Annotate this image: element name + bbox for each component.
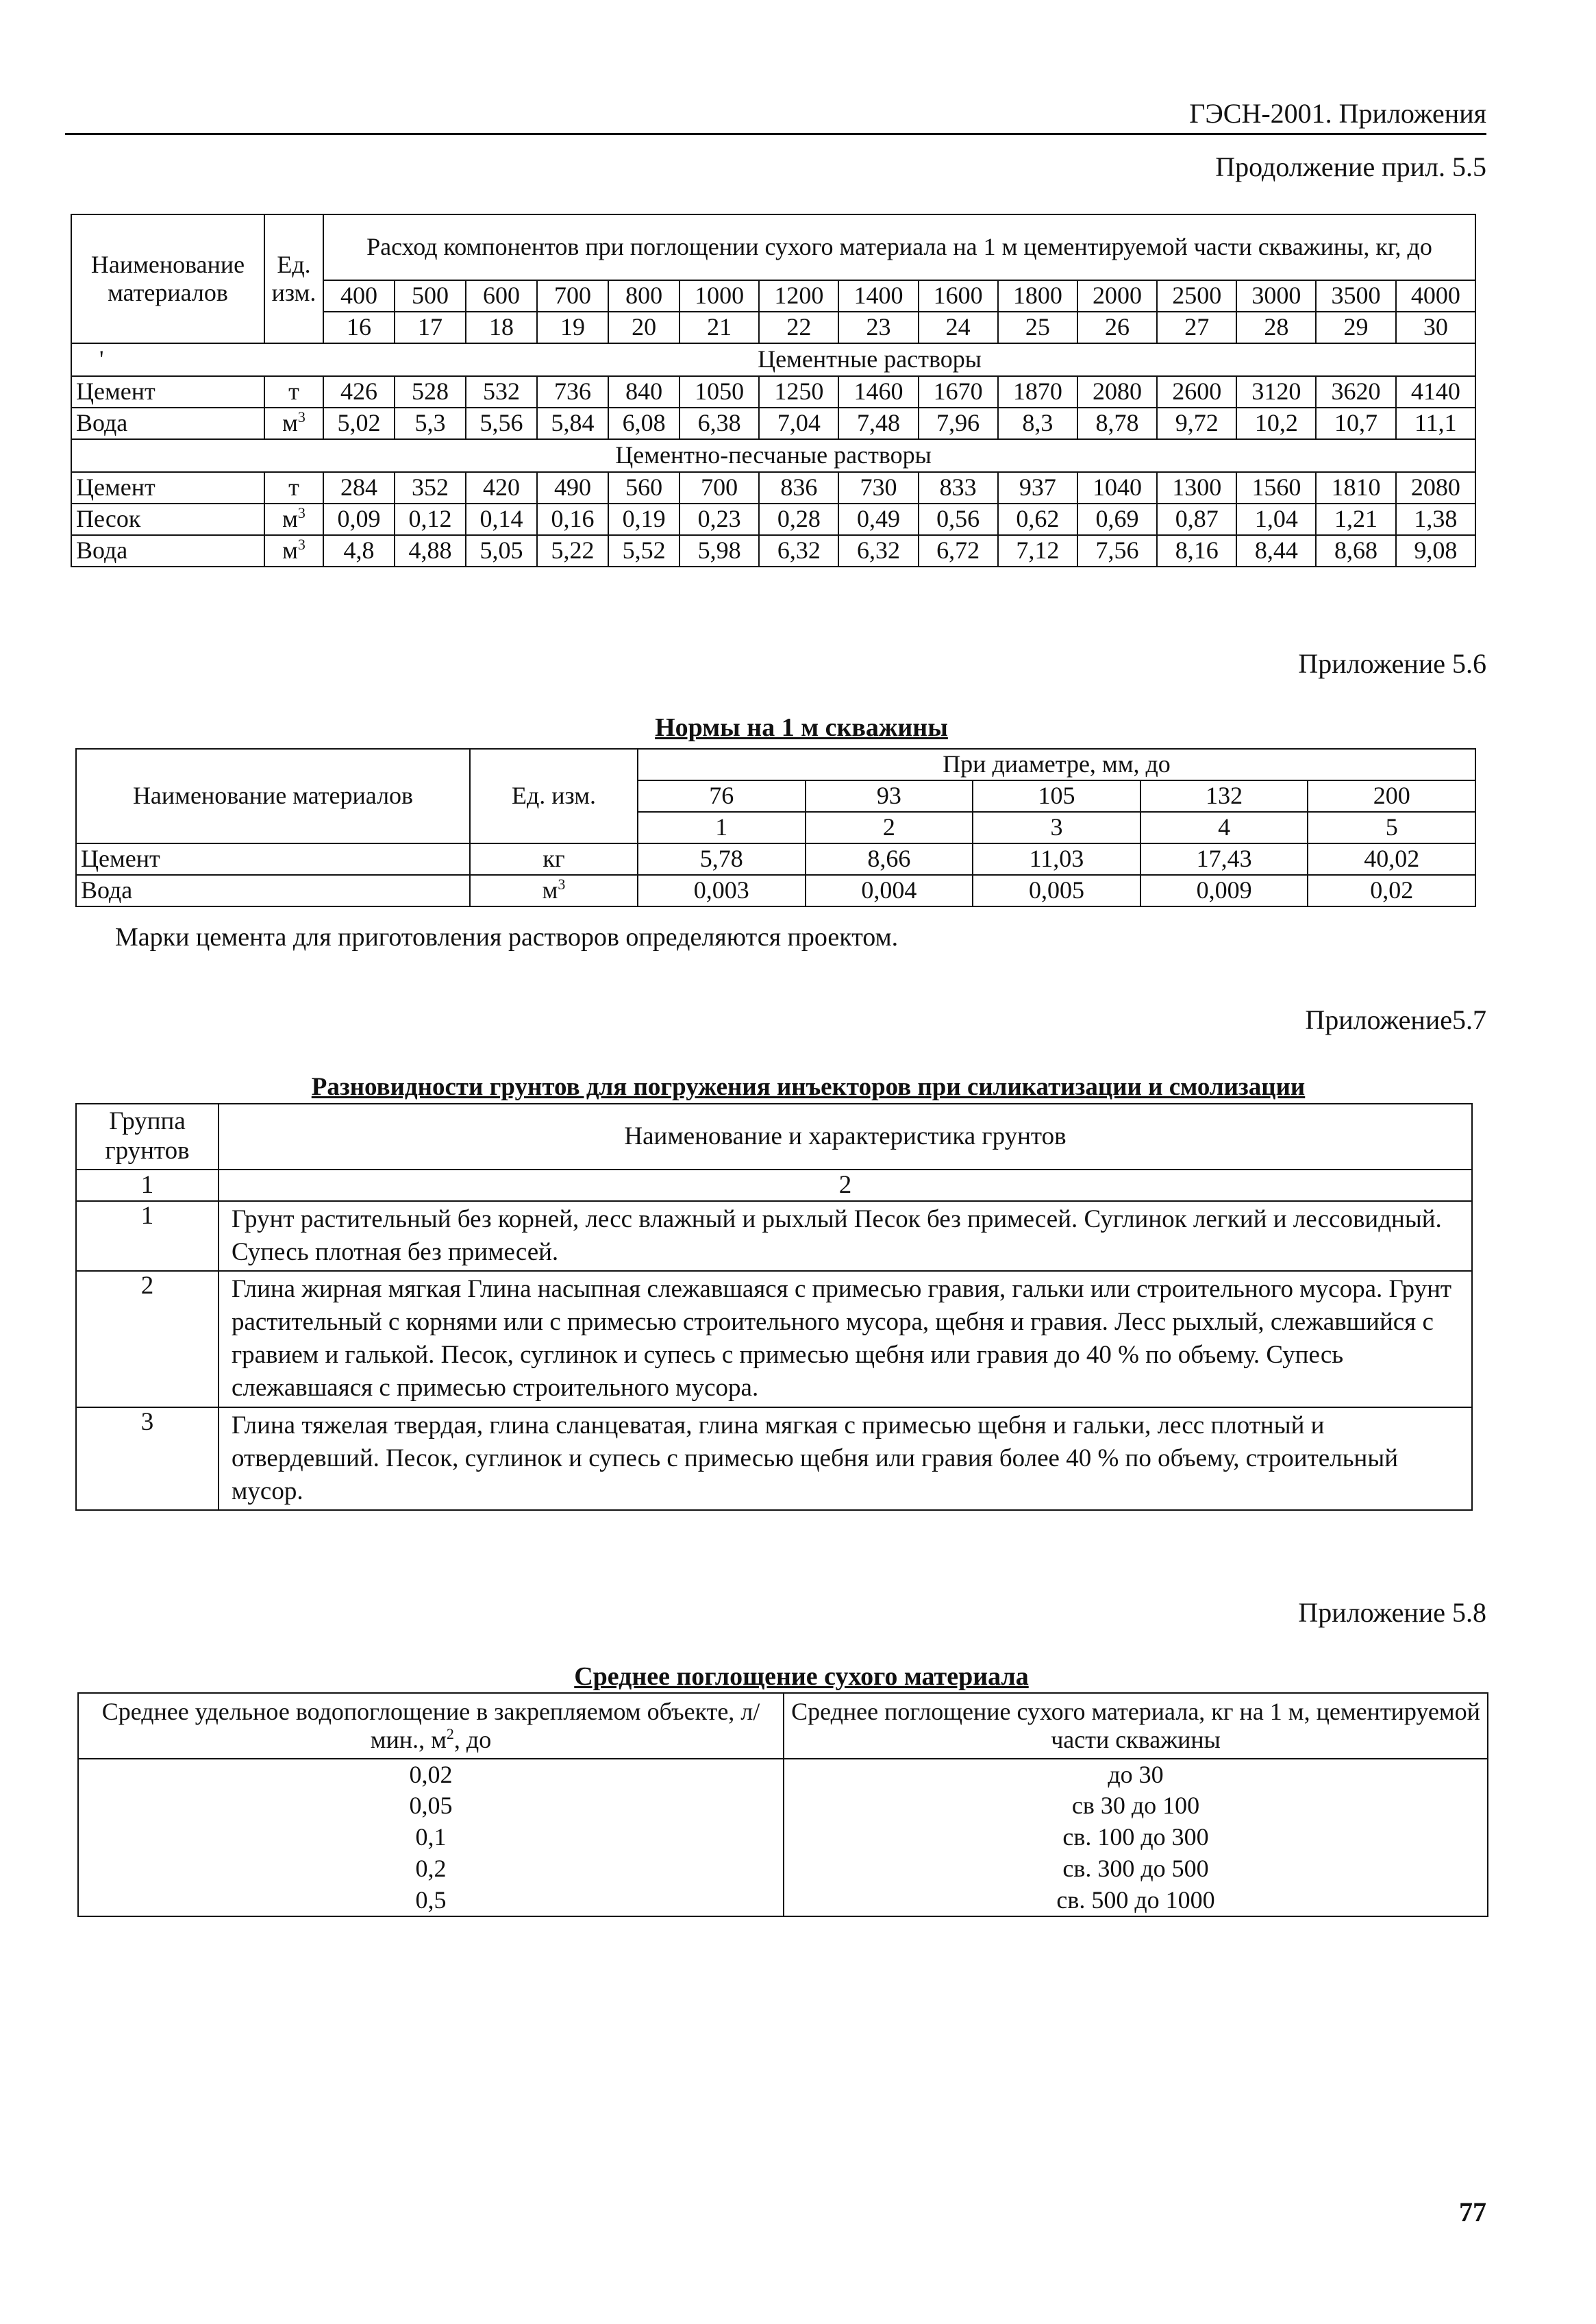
value-cell: 1,38 bbox=[1396, 504, 1475, 535]
unit-cell bbox=[264, 408, 323, 439]
value-cell: 1250 bbox=[759, 376, 838, 408]
unit-superscript: 3 bbox=[297, 504, 306, 522]
table-row bbox=[71, 535, 1475, 567]
table-row bbox=[78, 1853, 1488, 1885]
col-header-dry-absorption: Среднее поглощение сухого материала, кг на 1 м, цементируемой части скважины bbox=[784, 1693, 1488, 1759]
table-body bbox=[76, 1201, 1472, 1510]
table-body bbox=[78, 1759, 1488, 1916]
value-cell: 8,16 bbox=[1157, 535, 1236, 567]
section2-body bbox=[71, 472, 1475, 567]
col-header-superscript: 2 bbox=[446, 1725, 454, 1742]
value-cell: 4,88 bbox=[395, 535, 466, 567]
table-row bbox=[76, 1201, 1472, 1271]
value-cell: 1040 bbox=[1077, 472, 1157, 504]
material-name-cell: Вода bbox=[71, 535, 264, 567]
description-cell: Глина тяжелая твердая, глина сланцеватая, глина мягкая с примесью щебня и гальки, лесс плотный и отвердевший. Песок, суглинок и супесь с примесью щебня или гравия более 40 % по объему, строительный мусор. bbox=[219, 1407, 1472, 1510]
value-cell: 6,38 bbox=[679, 408, 759, 439]
group-cell: 2 bbox=[76, 1271, 219, 1407]
column-number-cell: 20 bbox=[608, 312, 679, 343]
table-appendix-5-8 bbox=[77, 1692, 1488, 1917]
unit-text: т bbox=[288, 378, 299, 406]
appendix-5-8-label: Приложение 5.8 bbox=[1298, 1597, 1486, 1628]
col-header-name: Наименование материалов bbox=[71, 214, 264, 343]
unit-text: м bbox=[282, 536, 298, 565]
value-cell: 0,004 bbox=[806, 875, 973, 906]
column-number-cell: 17 bbox=[395, 312, 466, 343]
col-header-description: Наименование и характеристика грунтов bbox=[219, 1104, 1472, 1170]
dry-absorption-cell: св 30 до 100 bbox=[784, 1790, 1488, 1822]
value-cell: 10,7 bbox=[1316, 408, 1395, 439]
column-number-cell: 2 bbox=[806, 812, 973, 843]
value-cell: 0,49 bbox=[838, 504, 918, 535]
unit-cell bbox=[264, 472, 323, 504]
unit-cell bbox=[470, 875, 638, 906]
value-cell: 5,05 bbox=[466, 535, 537, 567]
description-cell: Глина жирная мягкая Глина насыпная слежавшаяся с примесью гравия, гальки или строительного мусора. Грунт растительный с корнями или с примесью строительного мусора, щебня и гравия. Лесс рыхлый, слежавшийся с гравием и галькой. Песок, суглинок и супесь с примесью щебня или гравия до 40 % по объему. Супесь слежавшаяся с примесью строительного мусора. bbox=[219, 1271, 1472, 1407]
value-cell: 5,02 bbox=[323, 408, 395, 439]
column-number-cell: 16 bbox=[323, 312, 395, 343]
unit-text: м bbox=[282, 409, 298, 437]
value-cell: 1560 bbox=[1236, 472, 1316, 504]
value-cell: 0,09 bbox=[323, 504, 395, 535]
diameter-header-cell: 200 bbox=[1308, 780, 1475, 812]
absorption-header-cell: 1200 bbox=[759, 280, 838, 312]
column-number-cell: 18 bbox=[466, 312, 537, 343]
unit-superscript: 3 bbox=[297, 536, 306, 554]
value-cell: 1,04 bbox=[1236, 504, 1316, 535]
value-cell: 11,03 bbox=[973, 843, 1140, 875]
table-row bbox=[78, 1759, 1488, 1790]
value-cell: 8,3 bbox=[998, 408, 1077, 439]
value-cell: 8,66 bbox=[806, 843, 973, 875]
value-cell: 0,62 bbox=[998, 504, 1077, 535]
absorption-header-cell: 3000 bbox=[1236, 280, 1316, 312]
absorption-header-cell: 700 bbox=[537, 280, 608, 312]
value-cell: 1,21 bbox=[1316, 504, 1395, 535]
value-cell: 4140 bbox=[1396, 376, 1475, 408]
table-row bbox=[76, 1271, 1472, 1407]
value-cell: 736 bbox=[537, 376, 608, 408]
unit-text: кг bbox=[543, 845, 565, 873]
column-number-cell: 28 bbox=[1236, 312, 1316, 343]
diameter-header-cell: 132 bbox=[1140, 780, 1308, 812]
column-number-cell: 19 bbox=[537, 312, 608, 343]
value-cell: 7,56 bbox=[1077, 535, 1157, 567]
value-cell: 0,19 bbox=[608, 504, 679, 535]
value-cell: 5,3 bbox=[395, 408, 466, 439]
dry-absorption-cell: св. 100 до 300 bbox=[784, 1822, 1488, 1853]
value-cell: 8,78 bbox=[1077, 408, 1157, 439]
value-cell: 560 bbox=[608, 472, 679, 504]
absorption-header-cell: 1600 bbox=[919, 280, 998, 312]
appendix-5-8-title: Среднее поглощение сухого материала bbox=[574, 1662, 1029, 1691]
absorption-header-cell: 3500 bbox=[1316, 280, 1395, 312]
value-cell: 833 bbox=[919, 472, 998, 504]
col-header-text-a: Среднее удельное водопоглощение в закрепляемом объекте, л/мин., м bbox=[101, 1697, 760, 1753]
absorption-header-cell: 2000 bbox=[1077, 280, 1157, 312]
value-cell: 0,009 bbox=[1140, 875, 1308, 906]
unit-text: м bbox=[542, 876, 558, 904]
col-header-text-b: , до bbox=[453, 1726, 492, 1753]
appendix-5-6-title: Нормы на 1 м скважины bbox=[655, 713, 948, 742]
value-cell: 11,1 bbox=[1396, 408, 1475, 439]
value-cell: 5,98 bbox=[679, 535, 759, 567]
material-name-cell: Цемент bbox=[71, 472, 264, 504]
appendix-5-7-label: Приложение5.7 bbox=[1305, 1004, 1486, 1035]
group-cell: 1 bbox=[76, 1201, 219, 1271]
col-number-1: 1 bbox=[76, 1170, 219, 1201]
value-cell: 2080 bbox=[1077, 376, 1157, 408]
value-cell: 4,8 bbox=[323, 535, 395, 567]
absorption-header-cell: 4000 bbox=[1396, 280, 1475, 312]
value-cell: 6,08 bbox=[608, 408, 679, 439]
value-cell: 5,56 bbox=[466, 408, 537, 439]
value-cell: 490 bbox=[537, 472, 608, 504]
absorption-header-cell: 800 bbox=[608, 280, 679, 312]
water-absorption-cell: 0,5 bbox=[78, 1885, 784, 1916]
continuation-label: Продолжение прил. 5.5 bbox=[1215, 151, 1486, 182]
value-cell: 532 bbox=[466, 376, 537, 408]
value-cell: 10,2 bbox=[1236, 408, 1316, 439]
value-cell: 730 bbox=[838, 472, 918, 504]
column-number-cell: 26 bbox=[1077, 312, 1157, 343]
water-absorption-cell: 0,02 bbox=[78, 1759, 784, 1790]
cement-grade-note: Марки цемента для приготовления растворов определяются проектом. bbox=[115, 923, 899, 952]
section-cement-sand-mortars: Цементно-песчаные растворы bbox=[71, 439, 1475, 472]
absorption-header-cell: 1000 bbox=[679, 280, 759, 312]
value-cell: 426 bbox=[323, 376, 395, 408]
value-cell: 700 bbox=[679, 472, 759, 504]
table-row bbox=[71, 376, 1475, 408]
value-cell: 1870 bbox=[998, 376, 1077, 408]
table-appendix-5-6 bbox=[75, 748, 1476, 907]
value-cell: 7,12 bbox=[998, 535, 1077, 567]
col-header-name: Наименование материалов bbox=[76, 749, 470, 843]
value-cell: 9,72 bbox=[1157, 408, 1236, 439]
column-number-cell: 29 bbox=[1316, 312, 1395, 343]
value-cell: 40,02 bbox=[1308, 843, 1475, 875]
value-cell: 2600 bbox=[1157, 376, 1236, 408]
diameter-header-cell: 93 bbox=[806, 780, 973, 812]
value-cell: 284 bbox=[323, 472, 395, 504]
col-header-unit: Ед. изм. bbox=[470, 749, 638, 843]
table-row bbox=[78, 1885, 1488, 1916]
column-number-cell: 27 bbox=[1157, 312, 1236, 343]
col-number-2: 2 bbox=[219, 1170, 1472, 1201]
value-cell: 0,69 bbox=[1077, 504, 1157, 535]
table-appendix-5-5 bbox=[71, 214, 1476, 567]
column-number-cell: 23 bbox=[838, 312, 918, 343]
diameter-header-cell: 76 bbox=[638, 780, 806, 812]
value-cell: 2080 bbox=[1396, 472, 1475, 504]
unit-cell bbox=[264, 376, 323, 408]
value-cell: 5,52 bbox=[608, 535, 679, 567]
absorption-header-cell: 2500 bbox=[1157, 280, 1236, 312]
appendix-5-7-title: Разновидности грунтов для погружения инъекторов при силикатизации и смолизации bbox=[311, 1073, 1306, 1101]
column-number-cell: 22 bbox=[759, 312, 838, 343]
page-number: 77 bbox=[1459, 2197, 1486, 2227]
col-header-diameter: При диаметре, мм, до bbox=[638, 749, 1475, 780]
unit-text: м bbox=[282, 505, 298, 533]
section-cement-mortars: Цементные растворы bbox=[264, 343, 1475, 376]
value-cell: 0,56 bbox=[919, 504, 998, 535]
table-row bbox=[71, 408, 1475, 439]
value-cell: 0,003 bbox=[638, 875, 806, 906]
absorption-header-cell: 500 bbox=[395, 280, 466, 312]
unit-superscript: 3 bbox=[558, 876, 566, 893]
material-name-cell: Песок bbox=[71, 504, 264, 535]
value-cell: 7,96 bbox=[919, 408, 998, 439]
value-cell: 6,72 bbox=[919, 535, 998, 567]
value-cell: 420 bbox=[466, 472, 537, 504]
value-cell: 5,22 bbox=[537, 535, 608, 567]
col-header-water-absorption bbox=[78, 1693, 784, 1759]
table-row bbox=[71, 472, 1475, 504]
value-cell: 17,43 bbox=[1140, 843, 1308, 875]
col-header-consumption: Расход компонентов при поглощении сухого материала на 1 м цементируемой части скважины, кг, до bbox=[323, 214, 1475, 280]
section-mark: ' bbox=[71, 343, 264, 376]
value-cell: 3620 bbox=[1316, 376, 1395, 408]
diameter-header-cell: 105 bbox=[973, 780, 1140, 812]
column-number-cell: 5 bbox=[1308, 812, 1475, 843]
value-cell: 9,08 bbox=[1396, 535, 1475, 567]
table-row bbox=[78, 1822, 1488, 1853]
table-row bbox=[76, 843, 1475, 875]
column-number-cell: 21 bbox=[679, 312, 759, 343]
section1-body bbox=[71, 376, 1475, 439]
description-cell: Грунт растительный без корней, лесс влажный и рыхлый Песок без примесей. Суглинок легкий и лессовидный. Супесь плотная без примесей. bbox=[219, 1201, 1472, 1271]
dry-absorption-cell: св. 500 до 1000 bbox=[784, 1885, 1488, 1916]
value-cell: 0,12 bbox=[395, 504, 466, 535]
value-cell: 0,02 bbox=[1308, 875, 1475, 906]
value-cell: 5,78 bbox=[638, 843, 806, 875]
column-number-cell: 4 bbox=[1140, 812, 1308, 843]
unit-text: т bbox=[288, 473, 299, 502]
value-cell: 352 bbox=[395, 472, 466, 504]
value-cell: 5,84 bbox=[537, 408, 608, 439]
value-cell: 3120 bbox=[1236, 376, 1316, 408]
value-cell: 528 bbox=[395, 376, 466, 408]
value-cell: 1300 bbox=[1157, 472, 1236, 504]
column-number-cell: 30 bbox=[1396, 312, 1475, 343]
dry-absorption-cell: св. 300 до 500 bbox=[784, 1853, 1488, 1885]
value-cell: 8,44 bbox=[1236, 535, 1316, 567]
value-cell: 1810 bbox=[1316, 472, 1395, 504]
absorption-header-cell: 1400 bbox=[838, 280, 918, 312]
unit-cell bbox=[264, 535, 323, 567]
column-number-cell: 1 bbox=[638, 812, 806, 843]
value-cell: 0,87 bbox=[1157, 504, 1236, 535]
table-row bbox=[76, 1407, 1472, 1510]
absorption-header-cell: 600 bbox=[466, 280, 537, 312]
material-name-cell: Вода bbox=[76, 875, 470, 906]
unit-cell bbox=[470, 843, 638, 875]
unit-cell bbox=[264, 504, 323, 535]
unit-superscript: 3 bbox=[297, 408, 306, 426]
water-absorption-cell: 0,1 bbox=[78, 1822, 784, 1853]
value-cell: 1050 bbox=[679, 376, 759, 408]
running-header: ГЭСН-2001. Приложения bbox=[1189, 98, 1486, 129]
group-cell: 3 bbox=[76, 1407, 219, 1510]
value-cell: 0,16 bbox=[537, 504, 608, 535]
water-absorption-cell: 0,05 bbox=[78, 1790, 784, 1822]
material-name-cell: Вода bbox=[71, 408, 264, 439]
col-header-group: Группа грунтов bbox=[76, 1104, 219, 1170]
value-cell: 6,32 bbox=[759, 535, 838, 567]
material-name-cell: Цемент bbox=[71, 376, 264, 408]
dry-absorption-cell: до 30 bbox=[784, 1759, 1488, 1790]
table-row bbox=[71, 504, 1475, 535]
col-header-unit: Ед. изм. bbox=[264, 214, 323, 343]
column-number-cell: 3 bbox=[973, 812, 1140, 843]
water-absorption-cell: 0,2 bbox=[78, 1853, 784, 1885]
value-cell: 0,23 bbox=[679, 504, 759, 535]
value-cell: 0,005 bbox=[973, 875, 1140, 906]
appendix-5-6-label: Приложение 5.6 bbox=[1298, 648, 1486, 679]
table-appendix-5-7 bbox=[75, 1103, 1473, 1511]
absorption-header-cell: 400 bbox=[323, 280, 395, 312]
column-number-cell: 24 bbox=[919, 312, 998, 343]
table-body bbox=[76, 843, 1475, 906]
material-name-cell: Цемент bbox=[76, 843, 470, 875]
value-cell: 7,04 bbox=[759, 408, 838, 439]
value-cell: 1670 bbox=[919, 376, 998, 408]
value-cell: 836 bbox=[759, 472, 838, 504]
value-cell: 937 bbox=[998, 472, 1077, 504]
value-cell: 6,32 bbox=[838, 535, 918, 567]
absorption-header-cell: 1800 bbox=[998, 280, 1077, 312]
value-cell: 840 bbox=[608, 376, 679, 408]
table-row bbox=[76, 875, 1475, 906]
table-row bbox=[78, 1790, 1488, 1822]
value-cell: 1460 bbox=[838, 376, 918, 408]
value-cell: 8,68 bbox=[1316, 535, 1395, 567]
header-rule bbox=[65, 133, 1486, 135]
value-cell: 0,14 bbox=[466, 504, 537, 535]
value-cell: 7,48 bbox=[838, 408, 918, 439]
column-number-cell: 25 bbox=[998, 312, 1077, 343]
value-cell: 0,28 bbox=[759, 504, 838, 535]
